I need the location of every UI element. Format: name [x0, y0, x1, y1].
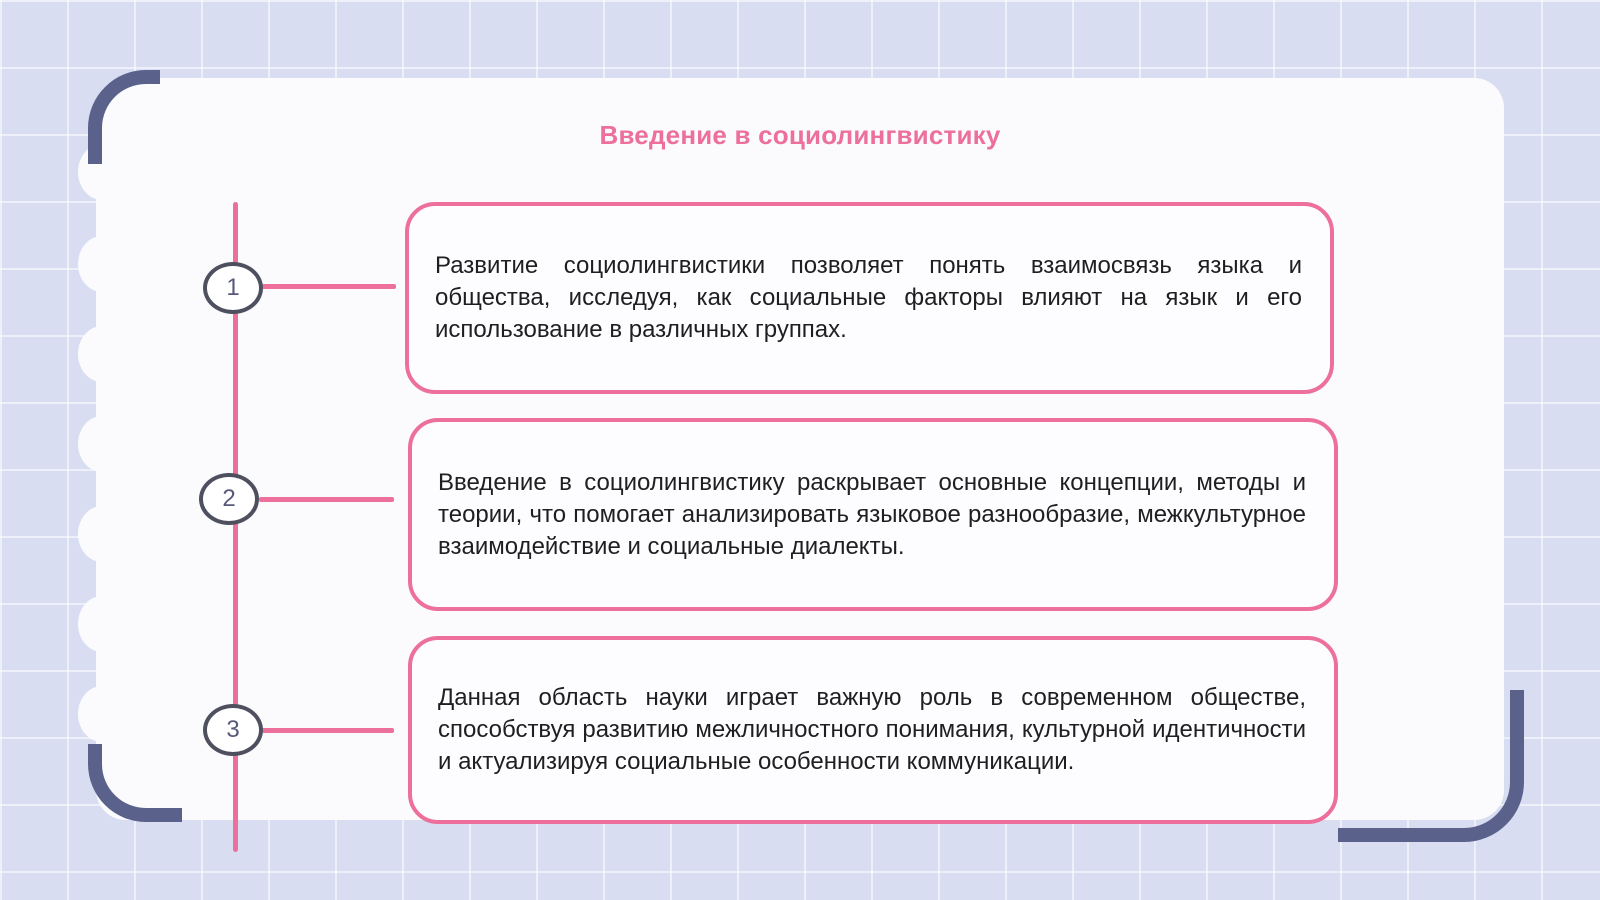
timeline-item-2 — [408, 418, 1338, 611]
timeline-item-text: Введение в социолингвистику раскрывает основные концепции, методы и теории, что помогает анализировать языковое разнообразие, межкультурное взаимодействие и социальные диалекты. — [438, 468, 1306, 560]
slide-title: Введение в социолингвистику — [599, 120, 1001, 150]
timeline-item-3 — [408, 636, 1338, 824]
scallop-edge — [78, 326, 126, 382]
timeline-connector — [262, 284, 396, 289]
timeline-connector — [259, 497, 394, 502]
scallop-edge — [78, 236, 126, 292]
timeline-item-1 — [405, 202, 1334, 394]
timeline-item-text: Данная область науки играет важную роль в современном обществе, способствуя развитию межличностного понимания, культурной идентичности и актуализируя социальные особенности коммуникации. — [438, 684, 1306, 775]
corner-bracket-bottom-left — [88, 744, 182, 822]
timeline-node-2: 2 — [199, 473, 259, 525]
corner-bracket-top-left — [88, 70, 160, 164]
scallop-edge — [78, 596, 126, 652]
corner-bracket-bottom-right — [1338, 690, 1524, 842]
timeline-node-3: 3 — [203, 704, 263, 756]
scallop-edge — [78, 506, 126, 562]
timeline-connector — [262, 728, 394, 733]
scallop-edge — [78, 686, 126, 742]
timeline-item-text: Развитие социолингвистики позволяет понять взаимосвязь языка и общества, исследуя, как социальные факторы влияют на язык и его использование в различных группах. — [435, 252, 1302, 343]
scallop-edge — [78, 416, 126, 472]
timeline-node-1: 1 — [203, 262, 263, 314]
